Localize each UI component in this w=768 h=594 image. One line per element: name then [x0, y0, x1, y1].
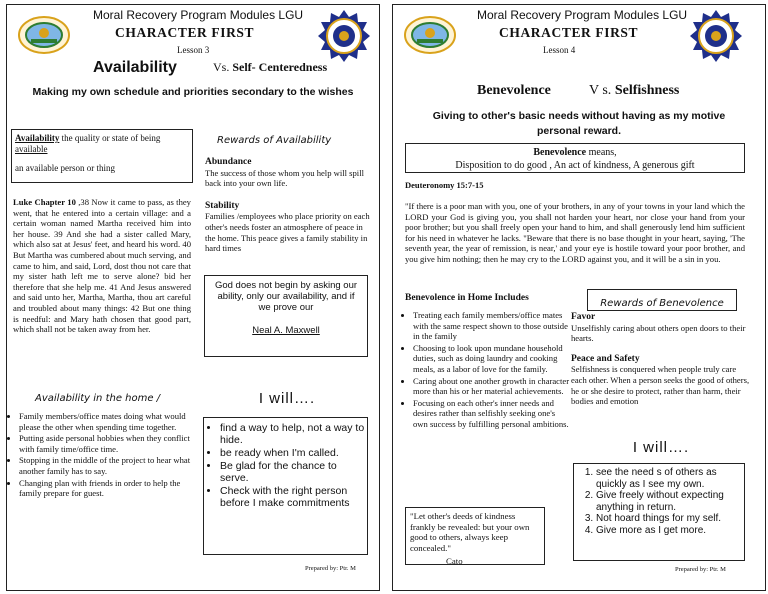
list-item: • be ready when I'm called.: [220, 447, 365, 459]
lgu-logo-icon: [403, 15, 457, 55]
scripture-text: "If there is a poor man with you, one of your brothers, in any of your towns in your land which the LORD your God is giving you, you shall not harden your heart, nor close your hand from your poor brother; but you shall freely open your hand to him, and shall generously lend him sufficient for his need in whatever he lacks. "Beware that there is no base thought in your heart, saying, 'The seventh year, the year of remission, is near,' and your eye is hostile toward your poor brother, and you give him nothing; then he may cry to the LORD against you, and it will be a sin in you.: [405, 201, 745, 264]
i-will-heading: I will….: [632, 439, 690, 456]
definition-term-2: available: [15, 144, 48, 154]
list-item: • Treating each family members/office mates with the same respect shown to those outside in the family: [413, 310, 571, 342]
lesson3-page: [6, 4, 380, 591]
quote-text: "Let other's deeds of kindness frankly be revealed: but your own good to others, always keep concealed.": [410, 511, 530, 553]
quote-text: God does not begin by asking our ability, only our availability, and if we prove our: [214, 280, 358, 313]
character-first-heading: CHARACTER FIRST: [499, 25, 639, 40]
list-item: 2. Give freely without expecting anything in return.: [596, 490, 740, 513]
trait-title: Benevolence: [477, 83, 551, 98]
quote-author: Cato: [446, 556, 463, 567]
reward-text: Selfishness is conquered when people truly care each other. When a person seeks the good of others, he or she desire to protect, rather than harm, their bodies and emotion: [571, 364, 750, 407]
vs-label: Vs.: [213, 60, 233, 74]
lgu-logo-icon: [17, 15, 71, 55]
definition-text: an available person or thing: [15, 163, 115, 173]
quote-author: Neal A. Maxwell: [252, 325, 320, 336]
quote-box: [405, 507, 545, 565]
quote-box: [204, 275, 368, 357]
list-item: 3. Not hoard things for my self.: [596, 513, 740, 525]
home-heading: Availability in the home /: [35, 393, 161, 404]
program-title: Moral Recovery Program Modules LGU: [93, 8, 304, 22]
trait-title: Availability: [93, 59, 177, 76]
reward-title: Stability: [205, 200, 240, 211]
prepared-by: Prepared by: Ptr. M: [305, 565, 356, 572]
lesson-subtitle: Giving to other's basic needs without having as my motive personal reward.: [432, 110, 726, 137]
lesson-number: Lesson 4: [543, 45, 576, 55]
lesson4-page: [392, 4, 766, 591]
definition-text: Disposition to do good , An act of kindness, A generous gift: [455, 160, 695, 171]
scripture-reference: Luke Chapter 10: [13, 197, 76, 207]
i-will-heading: I will….: [258, 390, 316, 407]
list-item: • find a way to help, not a way to hide.: [220, 422, 365, 446]
program-title: Moral Recovery Program Modules LGU: [477, 8, 688, 22]
list-item: • Changing plan with friends in order to help the family prepare for guest.: [19, 478, 195, 499]
rewards-list: [205, 157, 371, 254]
list-item: 1. see the need s of others as quickly as I see my own.: [596, 467, 740, 490]
reward-title: Abundance: [205, 157, 252, 167]
definition-term: Benevolence: [533, 147, 587, 158]
definition-box: [405, 143, 745, 173]
scripture-passage: [13, 197, 191, 335]
definition-term: Availability: [15, 133, 60, 143]
list-item: • Choosing to look upon mundane household duties, such as doing laundry and cooking meals, as a labor of love for the family.: [413, 343, 571, 375]
i-will-box: [203, 417, 368, 555]
i-will-box: [573, 463, 745, 561]
vs-line: [213, 60, 327, 75]
character-first-heading: CHARACTER FIRST: [115, 25, 255, 40]
rewards-heading: Rewards of Benevolence: [600, 298, 724, 309]
definition-box: [11, 129, 193, 183]
rewards-heading-box: [587, 289, 737, 311]
reward-text: Families /employees who place priority on each other's needs foster an atmosphere of peace in the home. This peace gives a family stability in hard times: [205, 211, 370, 254]
definition-line: Benevolence means,: [533, 147, 617, 158]
opposite-trait: Selfishness: [614, 83, 680, 98]
reward-title: Peace and Safety: [571, 353, 640, 364]
lesson-number: Lesson 3: [177, 45, 210, 55]
reward-text: Unselfishly caring about others open doors to their hearts.: [571, 322, 746, 344]
rewards-list: [571, 312, 751, 407]
prepared-by: Prepared by: Ptr. M: [675, 566, 726, 573]
vs-label: V s.: [589, 83, 615, 98]
home-heading: Benevolence in Home Includes: [405, 293, 529, 303]
lesson-subtitle: Making my own schedule and priorities secondary to the wishes: [32, 86, 354, 98]
list-item: • Putting aside personal hobbies when they conflict with family time/office time.: [19, 433, 195, 454]
city-seal-icon: [317, 9, 371, 63]
home-list: [6, 411, 195, 500]
list-item: • Focusing on each other's inner needs and desires rather than selfishly seeking one's own success by fulfilling personal ambitions.: [413, 398, 571, 430]
list-item: • Be glad for the chance to serve.: [220, 460, 365, 484]
reward-text: The success of those whom you help will spill back into your own life.: [205, 167, 364, 189]
scripture-reference: Deuteronomy 15:7-15: [405, 180, 484, 190]
list-item: • Family members/office mates doing what would please the other when spending time together.: [19, 411, 195, 432]
list-item: • Caring about one another growth in character more than his or her material achievements.: [413, 376, 571, 397]
opposite-trait: Self- Centeredness: [232, 60, 328, 74]
vs-line: [589, 83, 679, 99]
list-item: • Stopping in the middle of the project to hear what another family has to say.: [19, 455, 195, 476]
scripture-text: ,38 Now it came to pass, as they went, that he entered into a certain village: and a certain woman named Martha received him into her house. 39 And she had a sister called Mary, which also sat at Jesus' feet, and heard his word. 40 But Martha was cumbered about much serving, and came to him, and said, Lord, dost thou not care that my sister hath left me to serve alone? bid her therefore that she help me. 41 And Jesus answered and said unto her, Martha, Martha, thou art careful and troubled about many things: 42 But one thing is needful: and Mary hath chosen that good part, which shall not be taken away from her.: [13, 197, 191, 335]
home-list: [399, 310, 571, 431]
list-item: 4. Give more as I get more.: [596, 525, 740, 537]
city-seal-icon: [689, 9, 743, 63]
reward-title: Favor: [571, 312, 596, 322]
definition-line: Availability the quality or state of being available: [15, 133, 161, 154]
list-item: • Check with the right person before I make commitments: [220, 485, 365, 509]
rewards-heading: Rewards of Availability: [217, 135, 332, 146]
